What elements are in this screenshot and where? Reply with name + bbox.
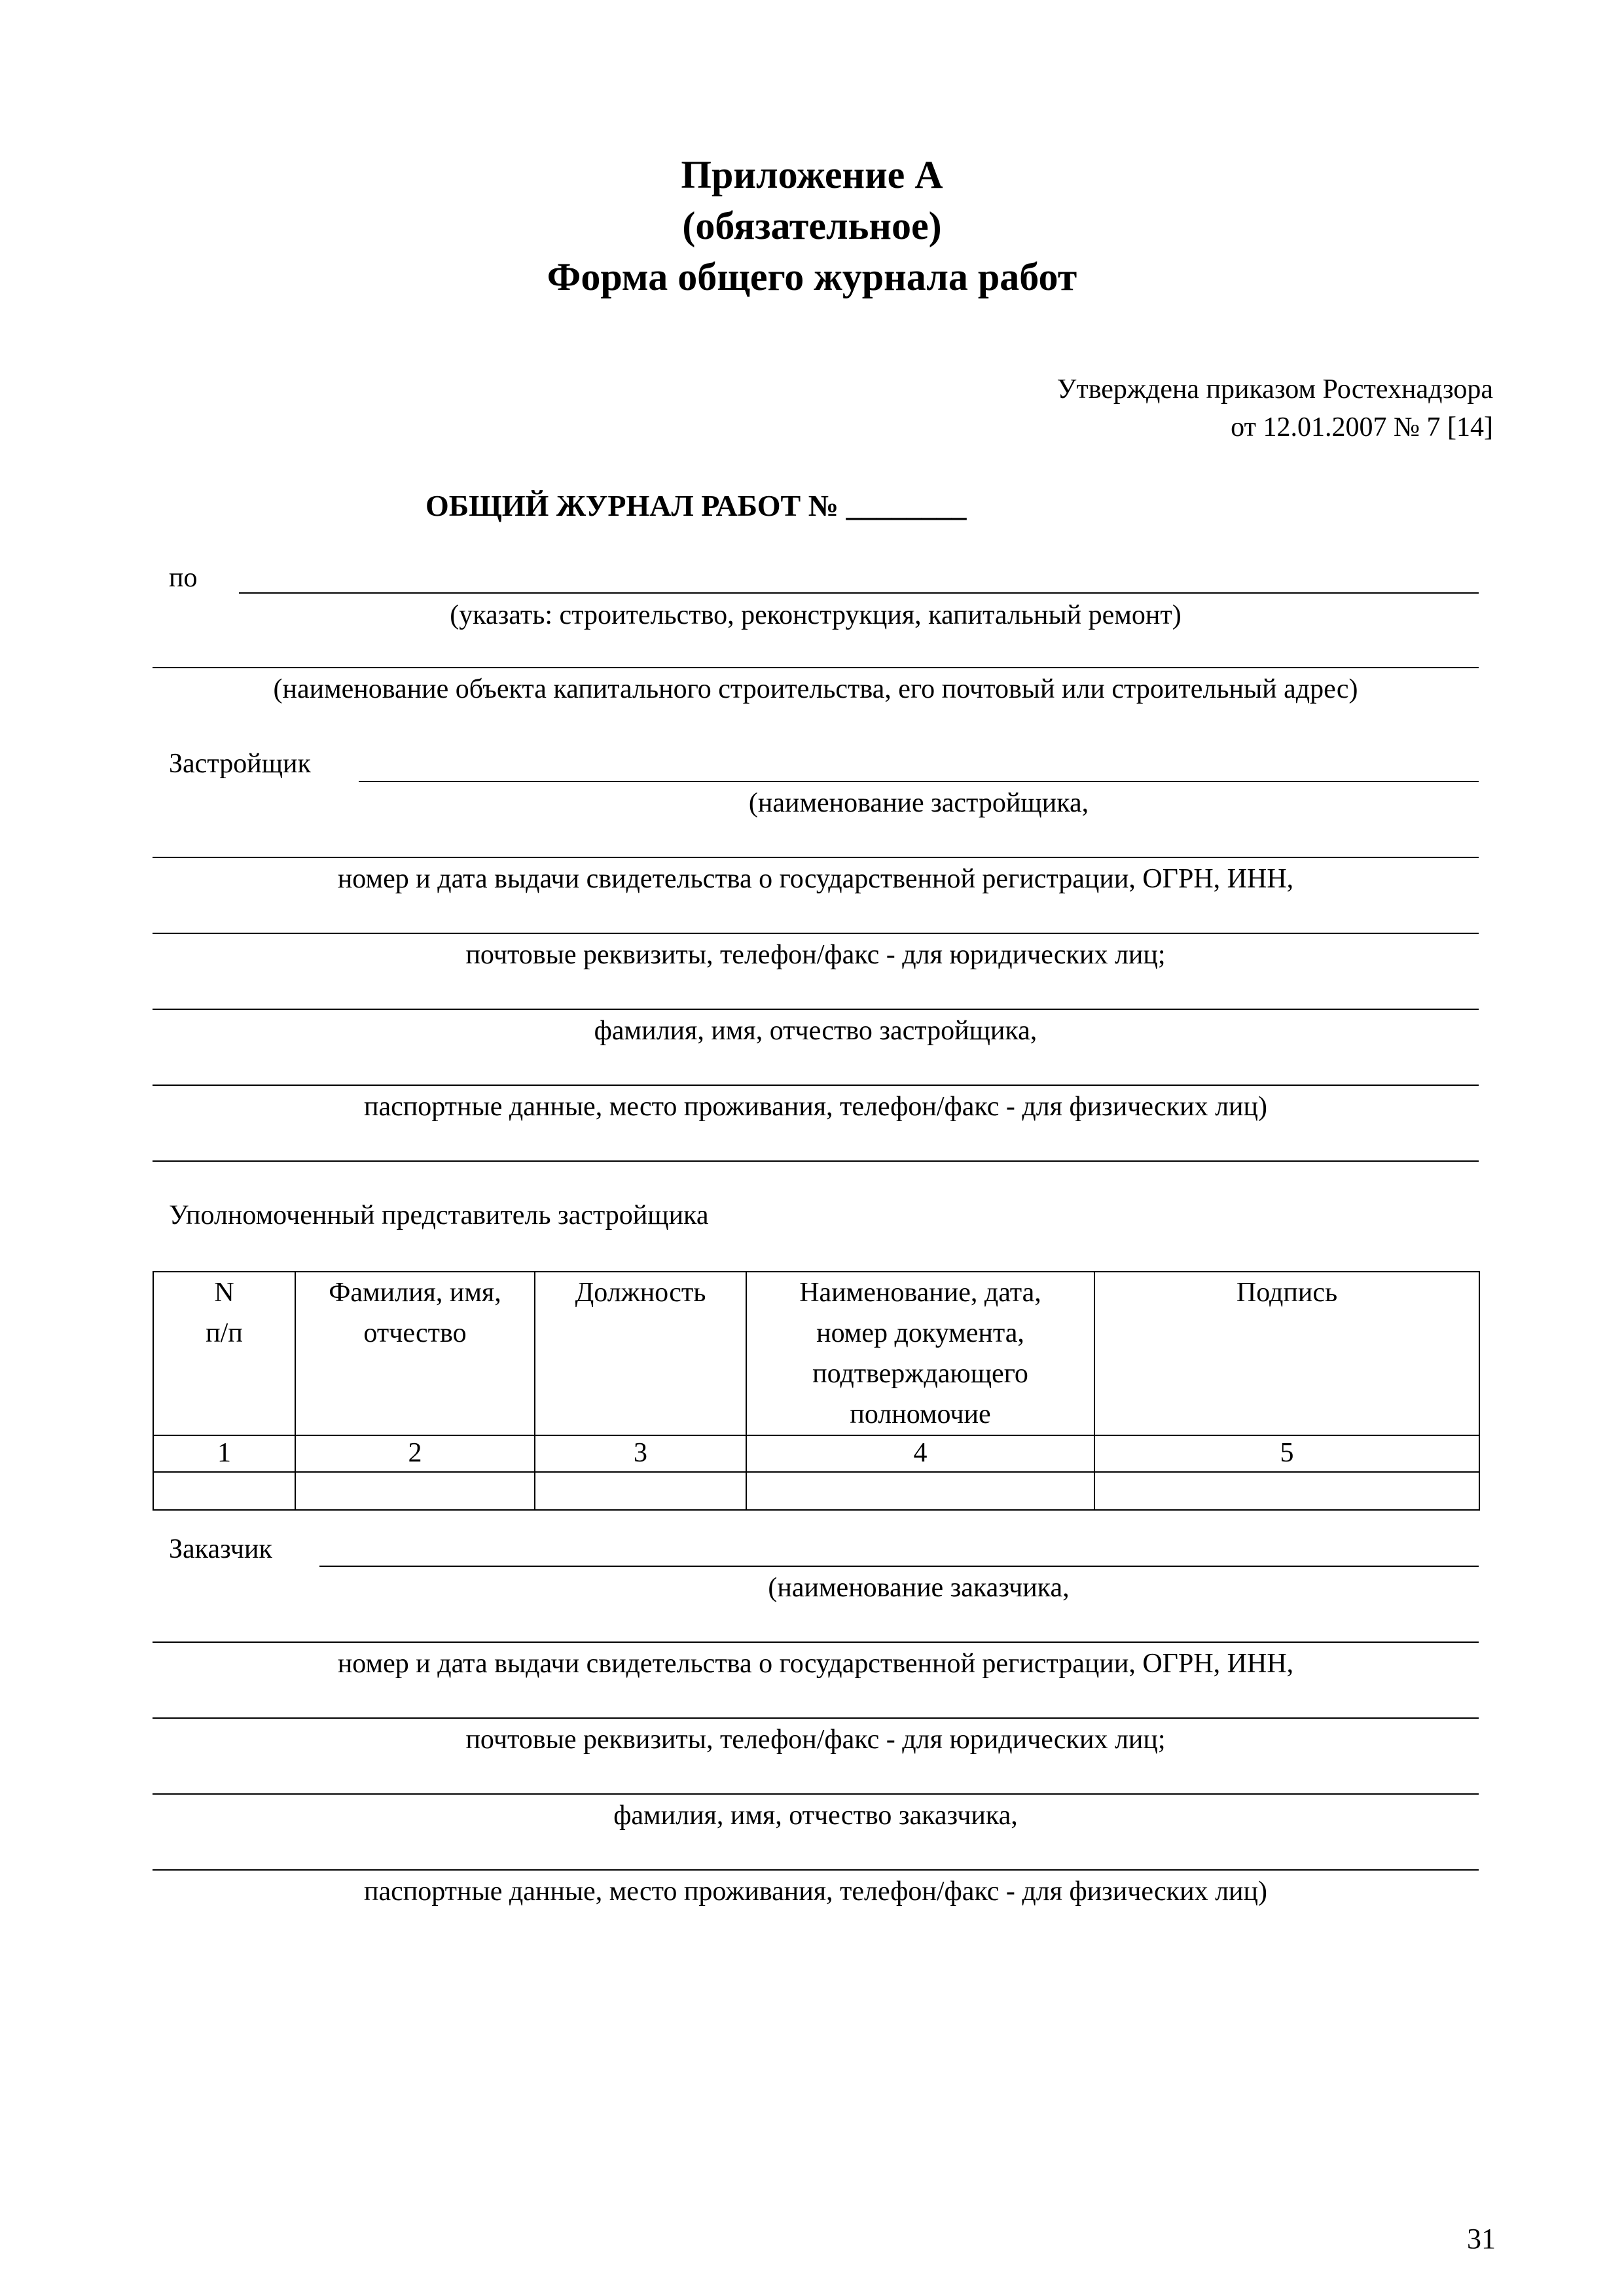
customer-input-line-5[interactable] <box>153 1869 1479 1871</box>
customer-hint-1: (наименование заказчика, <box>768 1573 1070 1603</box>
representative-table <box>153 1271 1480 1511</box>
column-number-5: 5 <box>1094 1435 1479 1472</box>
po-hint: (указать: строительство, реконструкция, капитальный ремонт) <box>450 600 1182 630</box>
table-cell-number[interactable] <box>153 1472 295 1510</box>
developer-hint-3: почтовые реквизиты, телефон/факс - для юридических лиц; <box>465 940 1166 970</box>
table-number-row <box>153 1435 1479 1472</box>
customer-hint-3: почтовые реквизиты, телефон/факс - для юридических лиц; <box>465 1725 1166 1755</box>
table-row <box>153 1472 1479 1510</box>
appendix-status: (обязательное) <box>682 204 942 247</box>
appendix-title: Приложение А <box>681 153 943 196</box>
developer-label: Застройщик <box>169 749 311 779</box>
customer-input-line-1[interactable] <box>319 1566 1479 1567</box>
developer-hint-5: паспортные данные, место проживания, телефон/факс - для физических лиц) <box>364 1092 1267 1122</box>
column-number-4: 4 <box>746 1435 1094 1472</box>
object-input-line[interactable] <box>153 667 1479 668</box>
developer-hint-2: номер и дата выдачи свидетельства о государственной регистрации, ОГРН, ИНН, <box>337 864 1294 894</box>
journal-title: ОБЩИЙ ЖУРНАЛ РАБОТ № ________ <box>425 489 967 522</box>
header-cell-full-name: Фамилия, имя, отчество <box>295 1272 535 1435</box>
form-title: Форма общего журнала работ <box>547 255 1077 298</box>
customer-hint-4: фамилия, имя, отчество заказчика, <box>613 1801 1018 1831</box>
developer-input-line-2[interactable] <box>153 857 1479 858</box>
column-number-3: 3 <box>535 1435 746 1472</box>
page-number: 31 <box>1467 2223 1496 2255</box>
table-header-row <box>153 1272 1479 1435</box>
approval-line-1: Утверждена приказом Ростехнадзора <box>1056 374 1493 404</box>
object-hint: (наименование объекта капитального строительства, его почтовый или строительный адрес) <box>273 674 1358 704</box>
column-number-2: 2 <box>295 1435 535 1472</box>
developer-hint-4: фамилия, имя, отчество застройщика, <box>594 1016 1038 1046</box>
approval-line-2: от 12.01.2007 № 7 [14] <box>1231 412 1493 442</box>
customer-input-line-3[interactable] <box>153 1717 1479 1719</box>
customer-hint-2: номер и дата выдачи свидетельства о государственной регистрации, ОГРН, ИНН, <box>337 1649 1294 1679</box>
representative-label: Уполномоченный представитель застройщика <box>169 1200 709 1230</box>
table-cell-position[interactable] <box>535 1472 746 1510</box>
developer-input-line-6[interactable] <box>153 1160 1479 1162</box>
developer-input-line-3[interactable] <box>153 933 1479 934</box>
developer-input-line-5[interactable] <box>153 1085 1479 1086</box>
customer-hint-5: паспортные данные, место проживания, телефон/факс - для физических лиц) <box>364 1876 1267 1907</box>
header-cell-position: Должность <box>535 1272 746 1435</box>
developer-hint-1: (наименование застройщика, <box>748 788 1089 818</box>
po-label: по <box>169 563 198 593</box>
customer-input-line-2[interactable] <box>153 1641 1479 1643</box>
header-cell-signature: Подпись <box>1094 1272 1479 1435</box>
customer-label: Заказчик <box>169 1534 272 1564</box>
table-cell-full-name[interactable] <box>295 1472 535 1510</box>
column-number-1: 1 <box>153 1435 295 1472</box>
table-cell-signature[interactable] <box>1094 1472 1479 1510</box>
header-cell-number: N п/п <box>153 1272 295 1435</box>
table-cell-authority-document[interactable] <box>746 1472 1094 1510</box>
po-input-line[interactable] <box>239 592 1479 594</box>
customer-input-line-4[interactable] <box>153 1793 1479 1795</box>
header-cell-authority-document: Наименование, дата, номер документа, подтверждающего полномочие <box>746 1272 1094 1435</box>
developer-input-line-4[interactable] <box>153 1009 1479 1010</box>
developer-input-line-1[interactable] <box>359 781 1479 782</box>
